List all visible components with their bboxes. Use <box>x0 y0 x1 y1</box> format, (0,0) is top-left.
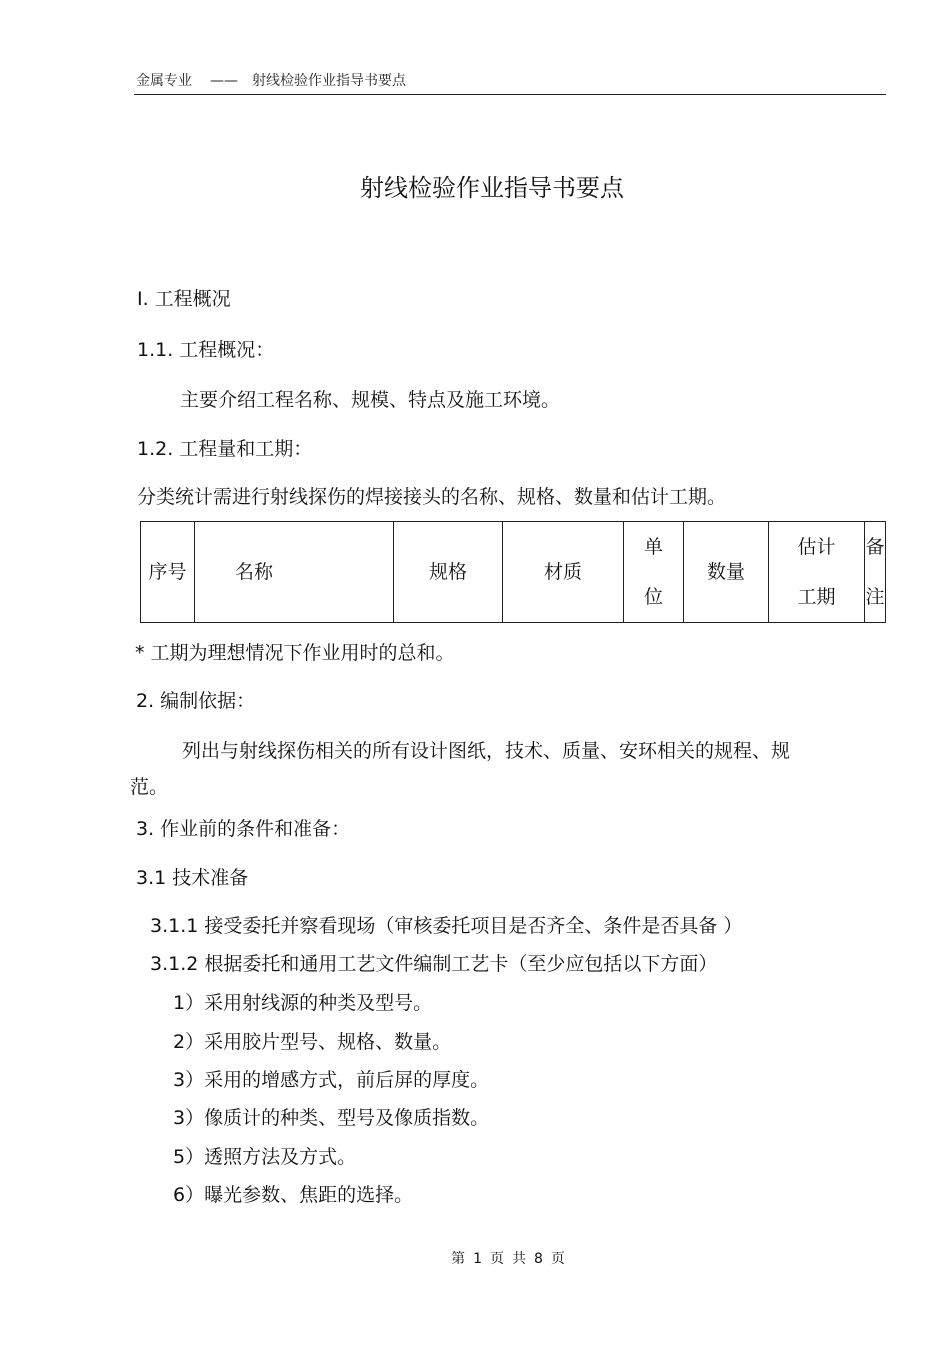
list-item: 6）曝光参数、焦距的选择。 <box>173 1184 414 1206</box>
header-right: 射线检验作业指导书要点 <box>252 73 406 89</box>
page-footer <box>0 1248 950 1268</box>
footer-suffix: 页 <box>550 1251 565 1267</box>
section-2-body-line2: 范。 <box>130 776 169 798</box>
col-unit-line1: 单 <box>643 536 663 558</box>
col-material: 材质 <box>503 522 624 623</box>
section-3-1-1: 3.1.1 接受委托并察看现场（审核委托项目是否齐全、条件是否具备 ） <box>150 915 743 937</box>
header-left: 金属专业 <box>136 73 192 89</box>
col-seq: 序号 <box>141 522 195 623</box>
section-1-2-body: 分类统计需进行射线探伤的焊接接头的名称、规格、数量和估计工期。 <box>137 486 727 508</box>
footer-prefix: 第 <box>451 1251 466 1267</box>
col-unit-line2: 位 <box>643 586 663 608</box>
col-unit <box>624 522 684 623</box>
section-1-2-heading: 1.2. 工程量和工期： <box>137 438 313 460</box>
header-dash: —— <box>210 73 238 89</box>
section-2-body-line1: 列出与射线探伤相关的所有设计图纸，技术、质量、安环相关的规程、规 <box>182 740 791 762</box>
list-item: 1）采用射线源的种类及型号。 <box>173 992 433 1014</box>
list-item: 3）像质计的种类、型号及像质指数。 <box>173 1107 490 1129</box>
col-period-line2: 工期 <box>797 586 836 608</box>
footer-mid2: 共 <box>512 1251 526 1267</box>
section-1-1-body: 主要介绍工程名称、规模、特点及施工环境。 <box>180 389 561 411</box>
col-spec: 规格 <box>394 522 503 623</box>
footer-total-pages: 8 <box>534 1251 543 1267</box>
footer-mid1: 页 <box>490 1251 504 1267</box>
section-3-heading: 3. 作业前的条件和准备： <box>136 818 351 840</box>
section-3-1-2: 3.1.2 根据委托和通用工艺文件编制工艺卡（至少应包括以下方面） <box>150 953 718 975</box>
footer-page-number: 1 <box>473 1251 482 1267</box>
col-period <box>769 522 865 623</box>
section-3-1-heading: 3.1 技术准备 <box>136 867 249 889</box>
document-title: 射线检验作业指导书要点 <box>360 174 624 202</box>
col-period-line1: 估计 <box>797 536 836 558</box>
workload-table <box>140 521 886 623</box>
section-1-1-heading: 1.1. 工程概况： <box>137 339 275 361</box>
section-1-heading: I. 工程概况 <box>137 288 231 310</box>
col-name: 名称 <box>195 522 394 623</box>
col-remark: 备注 <box>865 522 886 623</box>
list-item: 2）采用胶片型号、规格、数量。 <box>173 1031 452 1053</box>
table-header-row <box>141 522 886 623</box>
list-item: 3）采用的增感方式，前后屏的厚度。 <box>173 1069 490 1091</box>
table-note: * 工期为理想情况下作业用时的总和。 <box>135 642 455 664</box>
list-item: 5）透照方法及方式。 <box>173 1146 357 1168</box>
col-quantity: 数量 <box>684 522 769 623</box>
header-rule <box>134 94 886 95</box>
page-header <box>136 70 406 90</box>
section-2-heading: 2. 编制依据： <box>136 690 256 712</box>
